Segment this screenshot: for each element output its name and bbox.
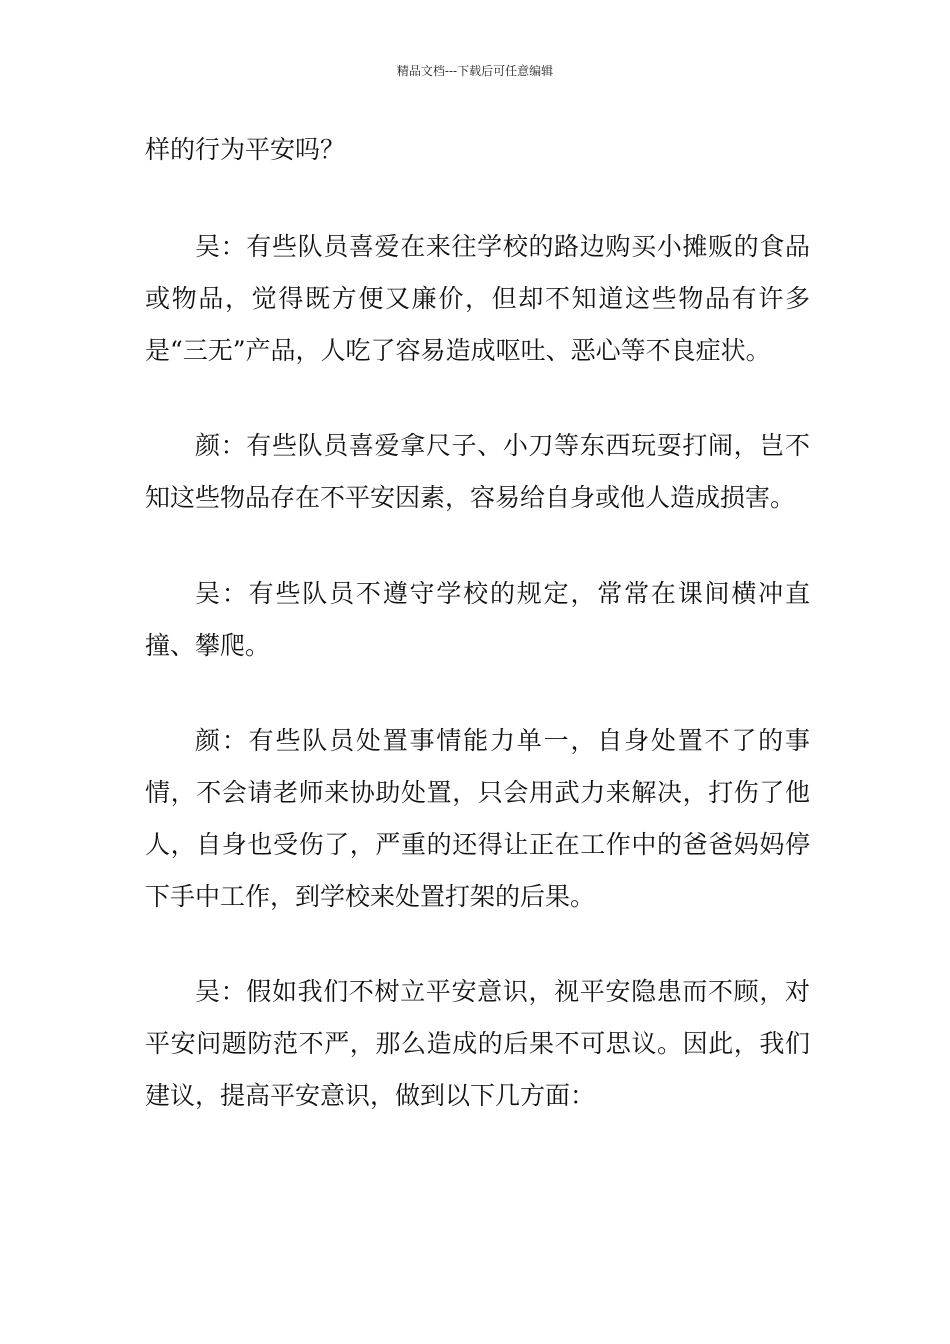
document-body bbox=[145, 124, 810, 1122]
paragraph-yan-play: 颜：有些队员喜爱拿尺子、小刀等东西玩耍打闹，岂不知这些物品存在不平安因素，容易给自身或他人造成损害。 bbox=[145, 431, 810, 512]
page-header: 精品文档---下载后可任意编辑 bbox=[396, 64, 554, 78]
paragraph-continuation: 样的行为平安吗？ bbox=[145, 135, 346, 164]
paragraph-wu-rules: 吴：有些队员不遵守学校的规定，常常在课间横冲直撞、攀爬。 bbox=[145, 579, 810, 660]
paragraph-wu-suggestion: 吴：假如我们不树立平安意识，视平安隐患而不顾，对平安问题防范不严，那么造成的后果不可思议。因此，我们建议，提高平安意识，做到以下几方面： bbox=[145, 977, 810, 1110]
paragraph-yan-handling: 颜：有些队员处置事情能力单一，自身处置不了的事情，不会请老师来协助处置，只会用武力来解决，打伤了他人，自身也受伤了，严重的还得让正在工作中的爸爸妈妈停下手中工作，到学校来处置打架的后果。 bbox=[145, 726, 810, 911]
paragraph-wu-food: 吴：有些队员喜爱在来往学校的路边购买小摊贩的食品或物品，觉得既方便又廉价，但却不知道这些物品有许多是“三无”产品，人吃了容易造成呕吐、恶心等不良症状。 bbox=[145, 232, 810, 365]
